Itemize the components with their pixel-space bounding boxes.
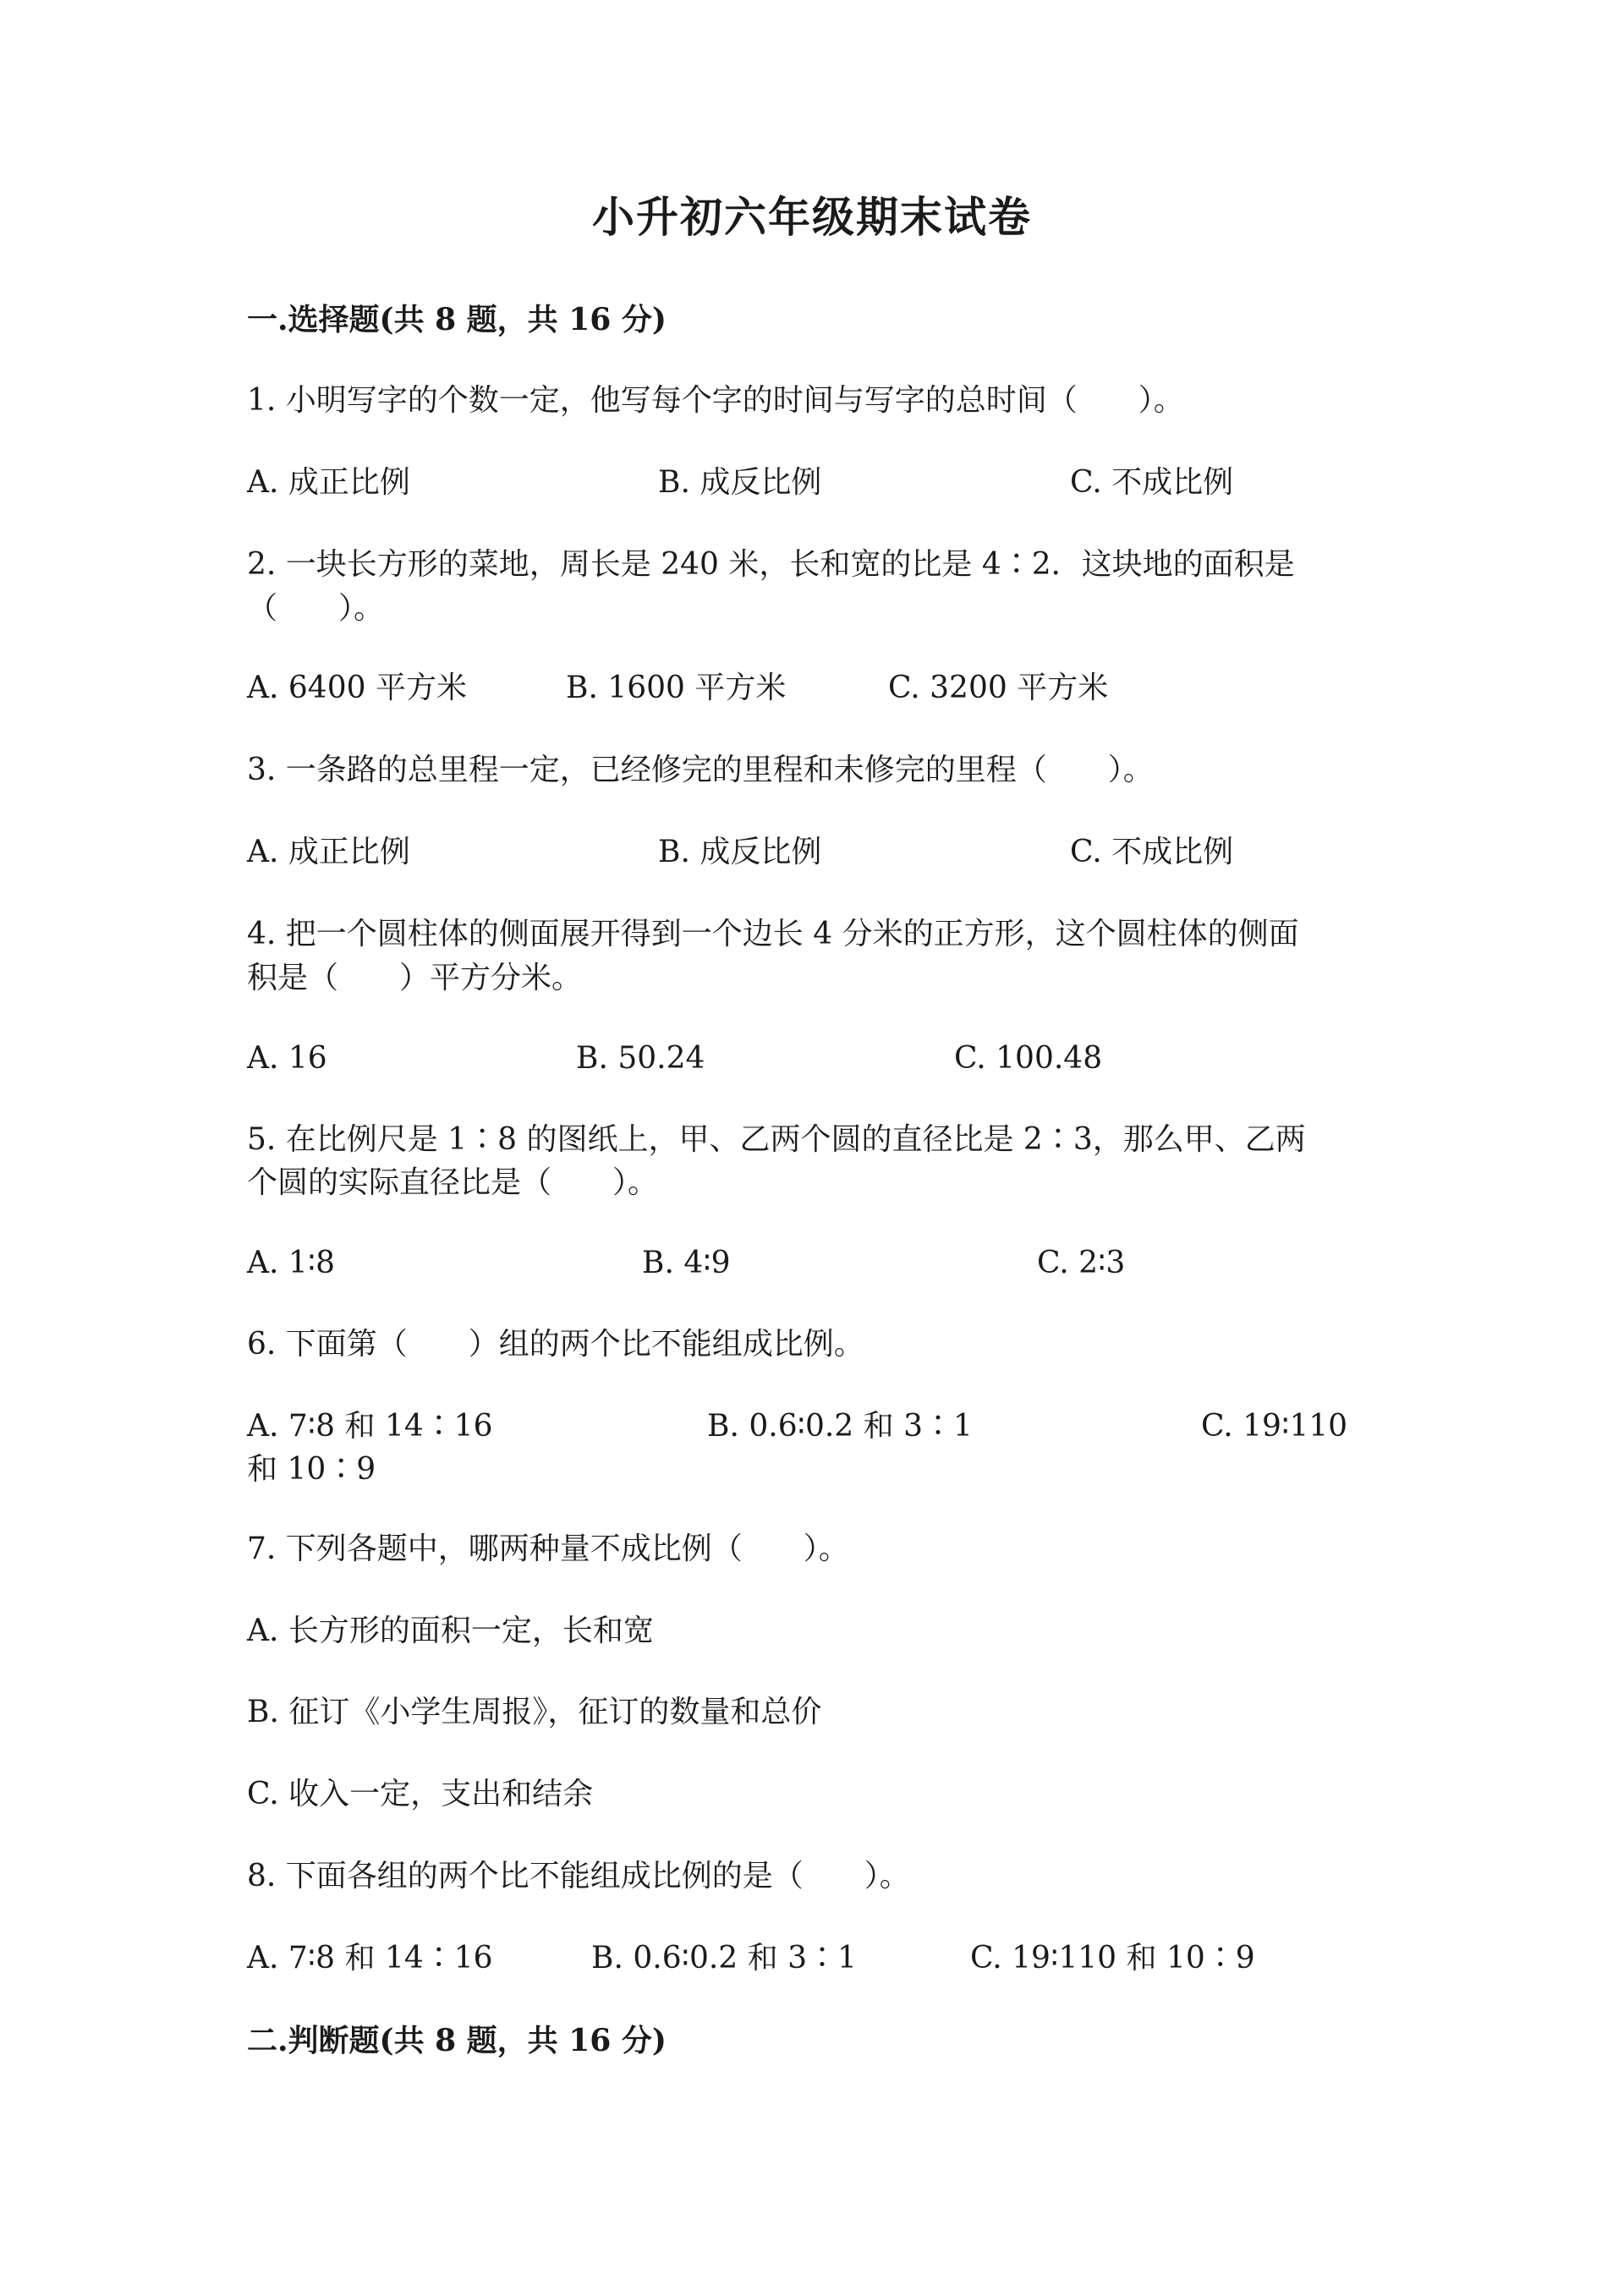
question-8-stem: 8. 下面各组的两个比不能组成比例的是（ ）。	[247, 1859, 910, 1893]
question-1-option-b: B. 成反比例	[658, 465, 822, 500]
question-3-option-b: B. 成反比例	[658, 835, 822, 869]
question-7-option-c: C. 收入一定，支出和结余	[247, 1777, 594, 1811]
question-5-option-b: B. 4∶9	[642, 1246, 731, 1280]
question-1-option-c: C. 不成比例	[1070, 465, 1234, 500]
question-1-stem: 1. 小明写字的个数一定，他写每个字的时间与写字的总时间（ ）。	[247, 383, 1184, 418]
question-3-option-a: A. 成正比例	[247, 835, 410, 869]
question-7-option-b: B. 征订《小学生周报》，征订的数量和总价	[247, 1695, 822, 1729]
question-2-stem-line-2: （ ）。	[247, 591, 385, 626]
question-6-option-c: C. 19∶110	[1201, 1409, 1348, 1444]
question-6-stem: 6. 下面第（ ）组的两个比不能组成比例。	[247, 1327, 864, 1362]
question-7-option-a: A. 长方形的面积一定，长和宽	[247, 1614, 654, 1648]
question-4-option-a: A. 16	[247, 1041, 327, 1076]
section-heading-choice: 一.选择题(共 8 题，共 16 分)	[247, 302, 667, 337]
question-2-option-b: B. 1600 平方米	[566, 671, 787, 705]
question-6-option-b: B. 0.6∶0.2 和 3∶1	[707, 1409, 973, 1444]
question-6-option-c-continued: 和 10∶9	[247, 1452, 376, 1487]
question-2-option-a: A. 6400 平方米	[247, 671, 467, 705]
question-8-option-b: B. 0.6∶0.2 和 3∶1	[591, 1941, 857, 1975]
question-4-option-c: C. 100.48	[954, 1041, 1103, 1076]
question-3-option-c: C. 不成比例	[1070, 835, 1234, 869]
question-5-stem-line-1: 5. 在比例尺是 1∶8 的图纸上，甲、乙两个圆的直径比是 2∶3，那么甲、乙两	[247, 1122, 1306, 1157]
question-4-option-b: B. 50.24	[576, 1041, 705, 1076]
question-4-stem-line-2: 积是（ ）平方分米。	[247, 961, 583, 995]
question-8-option-c: C. 19∶110 和 10∶9	[970, 1941, 1255, 1975]
section-heading-true-false: 二.判断题(共 8 题，共 16 分)	[247, 2023, 667, 2058]
question-7-stem: 7. 下列各题中，哪两种量不成比例（ ）。	[247, 1532, 849, 1566]
question-5-option-c: C. 2∶3	[1037, 1246, 1126, 1280]
question-5-stem-line-2: 个圆的实际直径比是（ ）。	[247, 1165, 659, 1200]
question-6-option-a: A. 7∶8 和 14∶16	[247, 1409, 493, 1444]
question-4-stem-line-1: 4. 把一个圆柱体的侧面展开得到一个边长 4 分米的正方形，这个圆柱体的侧面	[247, 917, 1299, 951]
question-2-option-c: C. 3200 平方米	[888, 671, 1109, 705]
question-2-stem-line-1: 2. 一块长方形的菜地，周长是 240 米，长和宽的比是 4∶2．这块地的面积是	[247, 547, 1295, 582]
question-1-option-a: A. 成正比例	[247, 465, 410, 500]
question-5-option-a: A. 1∶8	[247, 1246, 336, 1280]
question-8-option-a: A. 7∶8 和 14∶16	[247, 1941, 493, 1975]
question-3-stem: 3. 一条路的总里程一定，已经修完的里程和未修完的里程（ ）。	[247, 753, 1154, 787]
page-title: 小升初六年级期末试卷	[592, 192, 1032, 242]
